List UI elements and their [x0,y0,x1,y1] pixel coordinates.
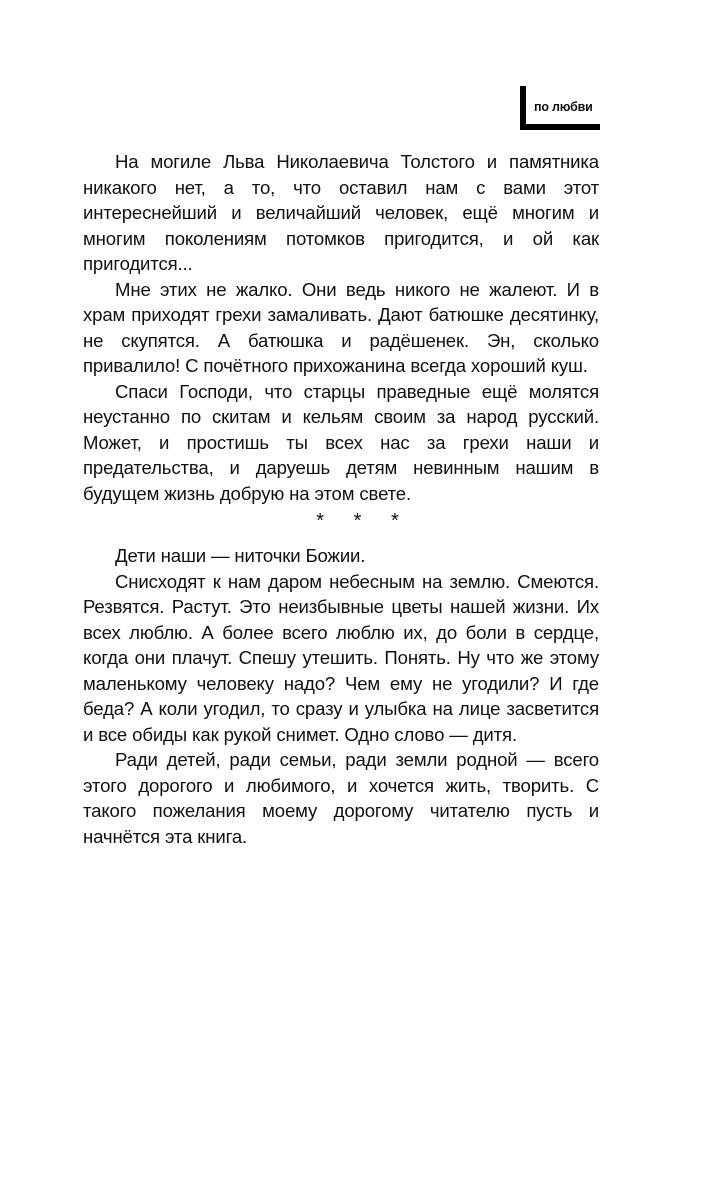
paragraph: Снисходят к нам даром небесным на землю. Смеются. Резвятся. Растут. Это неизбывные цветы нашей жизни. Их всех люблю. А более всего люблю их, до боли в сердце, когда они плачут. Спешу утешить. Понять. Ну что же этому маленькому человеку надо? Чем ему не угодили? И где беда? А коли угодил, то сразу и улыбка на лице засветится и все обиды как рукой снимет. Одно слово — дитя. [83,570,599,745]
section-1-text [83,149,599,506]
running-header [520,86,602,130]
section-separator: * * * [316,510,411,532]
paragraph: На могиле Льва Николаевича Толстого и памятника никакого нет, а то, что оставил нам с вами этот интереснейший и величайший человек, ещё многим и многим поколениям потомков пригодится, и ой как пригодится... [83,151,599,274]
paragraph: Мне этих не жалко. Они ведь никого не жалеют. И в храм приходят грехи замаливать. Дают батюшке десятинку, не скупятся. А батюшка и радёшенек. Эн, сколько привалило! С почётного прихожанина всегда хороший куш. [83,278,599,376]
running-title: по любви [534,100,593,114]
section-2-text [83,543,599,849]
paragraph: Ради детей, ради семьи, ради земли родной — всего этого дорогого и любимого, и хочется жить, творить. С такого пожелания моему дорогому читателю пусть и начнётся эта книга. [83,749,599,847]
paragraph: Спаси Господи, что старцы праведные ещё молятся неустанно по скитам и кельям своим за народ русский. Может, и простишь ты всех нас за грехи наши и предательства, и даруешь детям невинным нашим в будущем жизнь добрую на этом свете. [83,380,599,504]
paragraph: Дети наши — ниточки Божии. [115,545,366,566]
header-bracket-horizontal [520,124,600,130]
